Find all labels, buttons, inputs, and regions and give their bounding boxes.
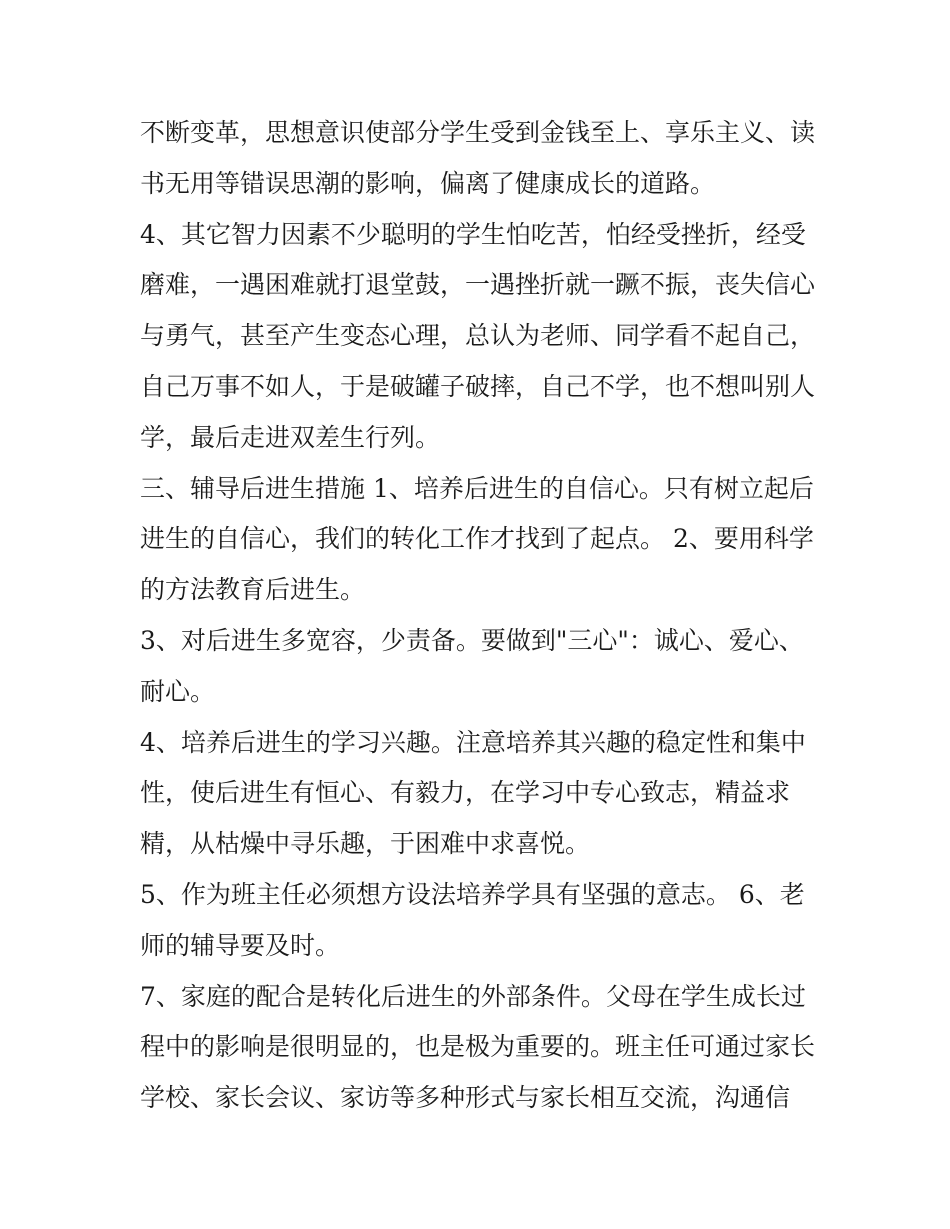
text-line: 耐心。 (140, 676, 216, 706)
text-line: 的方法教育后进生。 (140, 575, 366, 605)
text-line: 三、辅导后进生措施 1、培养后进生的自信心。只有树立起后 (140, 473, 814, 503)
text-line: 不断变革，思想意识使部分学生受到金钱至上、享乐主义、读 (140, 118, 816, 147)
text-line: 程中的影响是很明显的，也是极为重要的。班主任可通过家长 (140, 1032, 816, 1062)
text-line: 4、培养后进生的学习兴趣。注意培养其兴趣的稳定性和集中 (140, 727, 806, 757)
text-line: 进生的自信心，我们的转化工作才找到了起点。 2、要用科学 (140, 524, 814, 554)
text-line: 3、对后进生多宽容，少责备。要做到"三心"：诚心、爱心、 (140, 625, 804, 655)
text-line: 5、作为班主任必须想方设法培养学具有坚强的意志。 6、老 (140, 879, 805, 909)
text-line: 7、家庭的配合是转化后进生的外部条件。父母在学生成长过 (140, 981, 806, 1011)
text-line: 性，使后进生有恒心、有毅力，在学习中专心致志，精益求 (140, 778, 791, 808)
document-body (140, 108, 820, 1124)
text-line: 自己万事不如人，于是破罐子破摔，自己不学，也不想叫别人 (140, 371, 816, 401)
text-line: 书无用等错误思潮的影响，偏离了健康成长的道路。 (140, 168, 716, 198)
text-line: 学，最后走进双差生行列。 (140, 422, 441, 452)
text-line: 师的辅导要及时。 (140, 930, 341, 960)
text-line: 4、其它智力因素不少聪明的学生怕吃苦，怕经受挫折，经受 (140, 219, 806, 249)
text-line: 与勇气，甚至产生变态心理，总认为老师、同学看不起自己， (140, 321, 816, 351)
text-line: 学校、家长会议、家访等多种形式与家长相互交流，沟通信 (140, 1083, 791, 1113)
text-line: 精，从枯燥中寻乐趣，于困难中求喜悦。 (140, 829, 591, 859)
text-line: 磨难，一遇困难就打退堂鼓，一遇挫折就一蹶不振，丧失信心 (140, 270, 816, 300)
